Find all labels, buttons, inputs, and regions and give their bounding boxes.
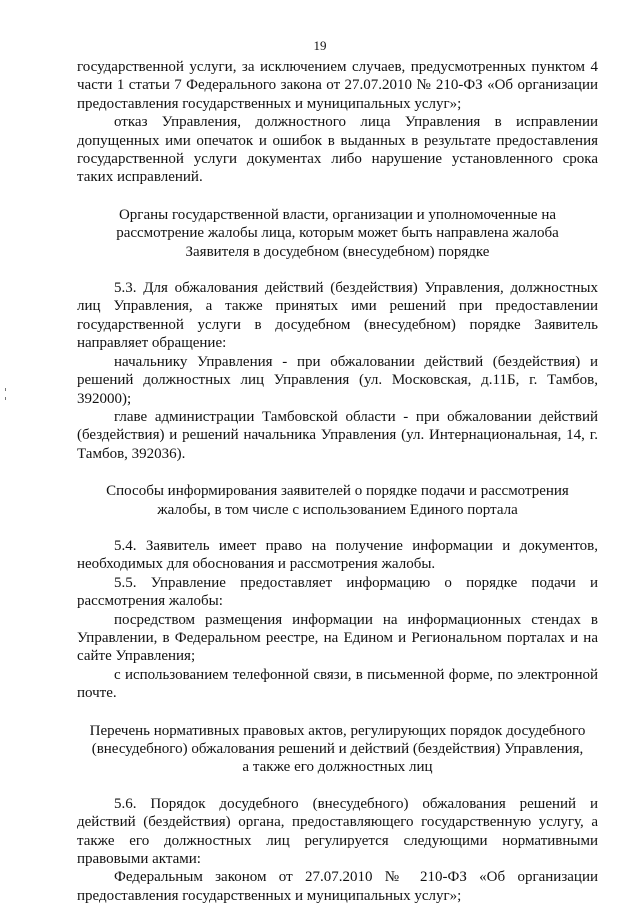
section-heading-informing: Способы информирования заявителей о порядке подачи и рассмотрения жалобы, в том числе с использованием Единого портала	[106, 483, 569, 518]
page-number: 19	[313, 38, 327, 53]
document-body	[77, 58, 598, 905]
paragraph-continuation: государственной услуги, за исключением случаев, предусмотренных пунктом 4 части 1 статьи 7 Федерального закона от 27.07.2010 № 210-ФЗ «Об организации предоставления государственных и муниципальных услуг»;	[77, 59, 598, 112]
paragraph-5-5: 5.5. Управление предоставляет информацию о порядке подачи и рассмотрения жалобы:	[77, 574, 598, 610]
paragraph-head-of-department: начальнику Управления - при обжаловании действий (бездействия) и решений должностных лиц Управления (ул. Московская, д.11Б, г. Тамбов, 392000);	[77, 353, 598, 407]
scan-edge-mark	[5, 388, 6, 391]
paragraph-refusal-correction: отказ Управления, должностного лица Управления в исправлении допущенных ими опечаток и ошибок в выданных в результате предоставления государственной услуги документах либо нарушение установленного срока таких исправлений.	[77, 114, 598, 186]
section-heading-authorities: Органы государственной власти, организации и уполномоченные на рассмотрение жалобы лица, которым может быть направлена жалоба Заявителя в досудебном (внесудебном) порядке	[116, 206, 559, 260]
paragraph-federal-law: Федеральным законом от 27.07.2010 № 210-ФЗ «Об организации предоставления государственных и муниципальных услуг»;	[77, 869, 598, 904]
scan-edge-mark	[5, 397, 6, 400]
paragraph-5-4: 5.4. Заявитель имеет право на получение информации и документов, необходимых для обоснования и рассмотрения жалобы.	[77, 537, 598, 573]
paragraph-5-6: 5.6. Порядок досудебного (внесудебного) обжалования решений и действий (бездействия) органа, предоставляющего государственную услугу, а также его должностных лиц регулируется следующими нормативными правовыми актами:	[77, 795, 598, 868]
section-heading-legal-acts: Перечень нормативных правовых актов, регулирующих порядок досудебного (внесудебного) обжалования решений и действий (бездействия) Управления, а также его должностных лиц	[89, 722, 586, 776]
paragraph-5-3: 5.3. Для обжалования действий (бездействия) Управления, должностных лиц Управления, а также принятых ими решений при предоставлении государственной услуги в досудебном (внесудебном) порядке Заявитель направляет обращение:	[77, 280, 598, 352]
paragraph-head-of-administration: главе администрации Тамбовской области - при обжаловании действий (бездействия) и решений начальника Управления (ул. Интернациональная, 14, г. Тамбов, 392036).	[77, 408, 598, 462]
paragraph-phone-mail: с использованием телефонной связи, в письменной форме, по электронной почте.	[77, 666, 598, 702]
paragraph-info-stands: посредством размещения информации на информационных стендах в Управлении, в Федеральном реестре, на Едином и Региональном порталах и на сайте Управления;	[77, 611, 598, 665]
